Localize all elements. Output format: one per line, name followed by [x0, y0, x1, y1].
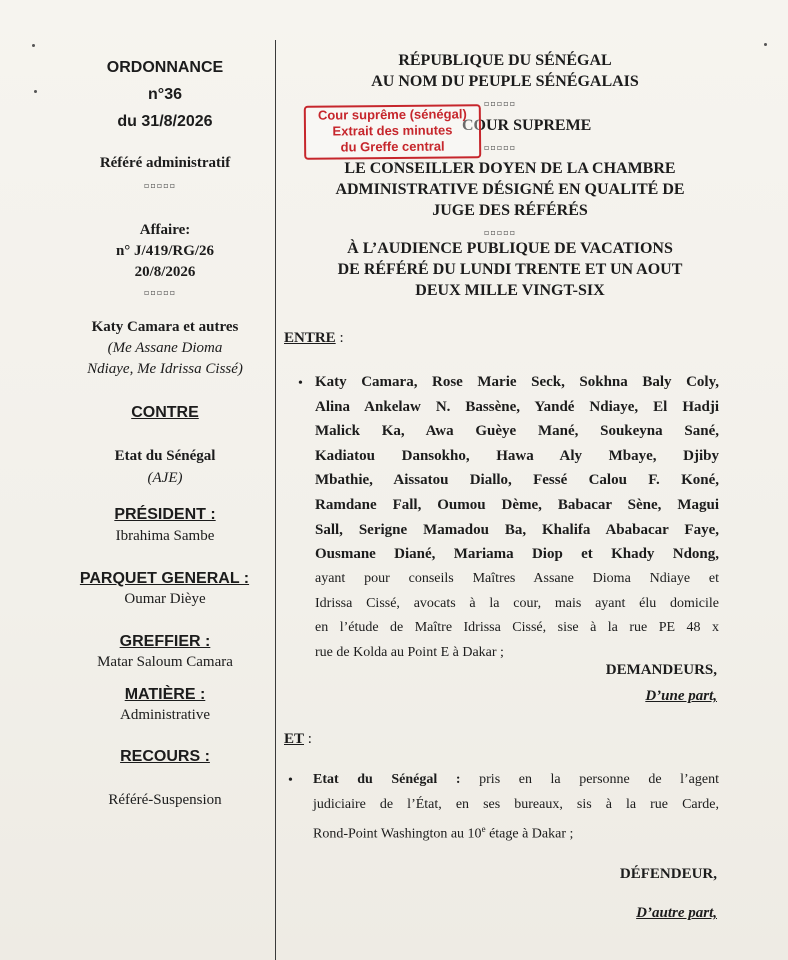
- ornament: ▫▫▫▫▫: [484, 228, 517, 237]
- plaintiffs-list: [315, 370, 719, 567]
- defendant-name: Etat du Sénégal: [114, 448, 216, 464]
- ornament: ▫▫▫▫▫: [484, 99, 517, 108]
- audience-heading: À L’AUDIENCE PUBLIQUE DE VACATIONS: [347, 240, 673, 257]
- une-part-label: D’une part,: [645, 688, 717, 704]
- defendeur-label: DÉFENDEUR,: [619, 866, 717, 882]
- matiere-label: MATIÈRE :: [124, 686, 206, 703]
- defendant-line: [313, 817, 719, 847]
- plaintiffs-lawyers: (Me Assane Dioma: [107, 340, 223, 356]
- defendant-paragraph: [313, 768, 719, 847]
- judge-heading: LE CONSEILLER DOYEN DE LA CHAMBRE: [344, 160, 676, 177]
- demandeurs-label: DEMANDEURS,: [605, 662, 717, 678]
- counsel-line: ayant pour conseils Maîtres Assane Dioma Ndiaye et: [315, 571, 719, 586]
- counsel-line: rue de Kolda au Point E à Dakar ;: [315, 644, 504, 660]
- stamp-line: Cour suprême (sénégal): [317, 106, 467, 123]
- contre-label: CONTRE: [131, 404, 199, 421]
- et-label: [284, 731, 312, 748]
- affaire-date: 20/8/2026: [134, 264, 196, 280]
- scan-mark: [34, 90, 37, 93]
- defendant-line: [313, 768, 719, 793]
- plaintiffs-line: Mbathie, Aissatou Diallo, Fessé Calou F. Koné,: [315, 472, 719, 489]
- et-text: ET: [284, 731, 305, 747]
- republic-heading: RÉPUBLIQUE DU SÉNÉGAL: [398, 52, 612, 69]
- affaire-number: n° J/419/RG/26: [115, 243, 215, 259]
- ordonnance-date: du 31/8/2026: [117, 113, 213, 130]
- greffier-name: Matar Saloum Camara: [97, 654, 233, 670]
- plaintiffs-line: Alina Ankelaw N. Bassène, Yandé Ndiaye, El Hadji: [315, 398, 719, 415]
- counsel-line: Idrissa Cissé, avocats à la cour, mais ayant élu domicile: [315, 595, 719, 611]
- recours-value: Référé-Suspension: [108, 792, 222, 808]
- audience-heading: DE RÉFÉRÉ DU LUNDI TRENTE ET UN AOUT: [337, 261, 683, 278]
- judge-heading: ADMINISTRATIVE DÉSIGNÉ EN QUALITÉ DE: [335, 181, 685, 198]
- president-label: PRÉSIDENT :: [114, 506, 216, 523]
- ordonnance-type: Référé administratif: [99, 155, 231, 171]
- president-name: Ibrahima Sambe: [115, 528, 215, 544]
- defendant-text: étage à Dakar ;: [485, 826, 574, 842]
- registry-stamp: [304, 104, 481, 160]
- column-divider: [275, 40, 276, 960]
- stamp-line: du Greffe central: [340, 138, 445, 155]
- greffier-label: GREFFIER :: [119, 633, 211, 650]
- judge-heading: JUGE DES RÉFÉRÉS: [432, 202, 588, 219]
- plaintiffs-line: Sall, Serigne Mamadou Ba, Khalifa Ababacar Faye,: [315, 521, 719, 538]
- defendant-representative: (AJE): [147, 470, 183, 486]
- plaintiffs-line: Ousmane Diané, Mariama Diop et Khady Ndong,: [315, 546, 719, 563]
- colon: :: [307, 731, 312, 747]
- colon: :: [339, 330, 344, 346]
- defendant-text: Rond-Point Washington au 10: [313, 826, 482, 842]
- parquet-label: PARQUET GENERAL :: [79, 570, 250, 587]
- ordonnance-title: ORDONNANCE: [106, 59, 224, 76]
- scan-mark: [32, 44, 35, 47]
- ornament: ▫▫▫▫▫: [484, 143, 517, 152]
- audience-heading: DEUX MILLE VINGT-SIX: [415, 282, 605, 299]
- stamp-line: Extrait des minutes: [332, 122, 453, 139]
- plaintiffs-line: Katy Camara, Rose Marie Seck, Sokhna Baly Coly,: [315, 374, 719, 390]
- ornament: ▫▫▫▫▫: [144, 181, 177, 190]
- plaintiffs-counsel: [315, 567, 719, 665]
- affaire-label: Affaire:: [139, 222, 191, 238]
- matiere-value: Administrative: [120, 707, 210, 723]
- defendant-name: Etat du Sénégal :: [313, 772, 461, 787]
- plaintiffs-lawyers: Ndiaye, Me Idrissa Cissé): [87, 361, 243, 377]
- autre-part-label: D’autre part,: [636, 905, 717, 921]
- court-heading: COUR SUPREME: [462, 117, 592, 134]
- plaintiffs-line: Ramdane Fall, Oumou Dème, Babacar Sène, Magui: [315, 496, 719, 513]
- entre-text: ENTRE: [284, 330, 336, 346]
- ornament: ▫▫▫▫▫: [144, 288, 177, 297]
- defendant-text: pris en la personne de l’agent: [479, 772, 719, 787]
- plaintiffs-line: Malick Ka, Awa Guèye Mané, Soukeyna Sané,: [315, 423, 719, 440]
- bullet: •: [288, 773, 293, 788]
- recours-label: RECOURS :: [120, 748, 210, 765]
- scan-mark: [764, 43, 767, 46]
- people-heading: AU NOM DU PEUPLE SÉNÉGALAIS: [371, 73, 639, 90]
- defendant-line: judiciaire de l’État, en ses bureaux, sis à la rue Carde,: [313, 796, 719, 812]
- parquet-name: Oumar Dièye: [124, 591, 206, 607]
- superscript: e: [481, 824, 486, 835]
- plaintiffs-line: Kadiatou Dansokho, Hawa Aly Mbaye, Djiby: [315, 447, 719, 464]
- entre-label: [284, 330, 344, 347]
- bullet: •: [298, 376, 303, 391]
- plaintiffs-short: Katy Camara et autres: [91, 319, 239, 335]
- counsel-line: en l’étude de Maître Idrissa Cissé, sise à la rue PE 48 x: [315, 620, 719, 636]
- ordonnance-number: n°36: [148, 86, 182, 103]
